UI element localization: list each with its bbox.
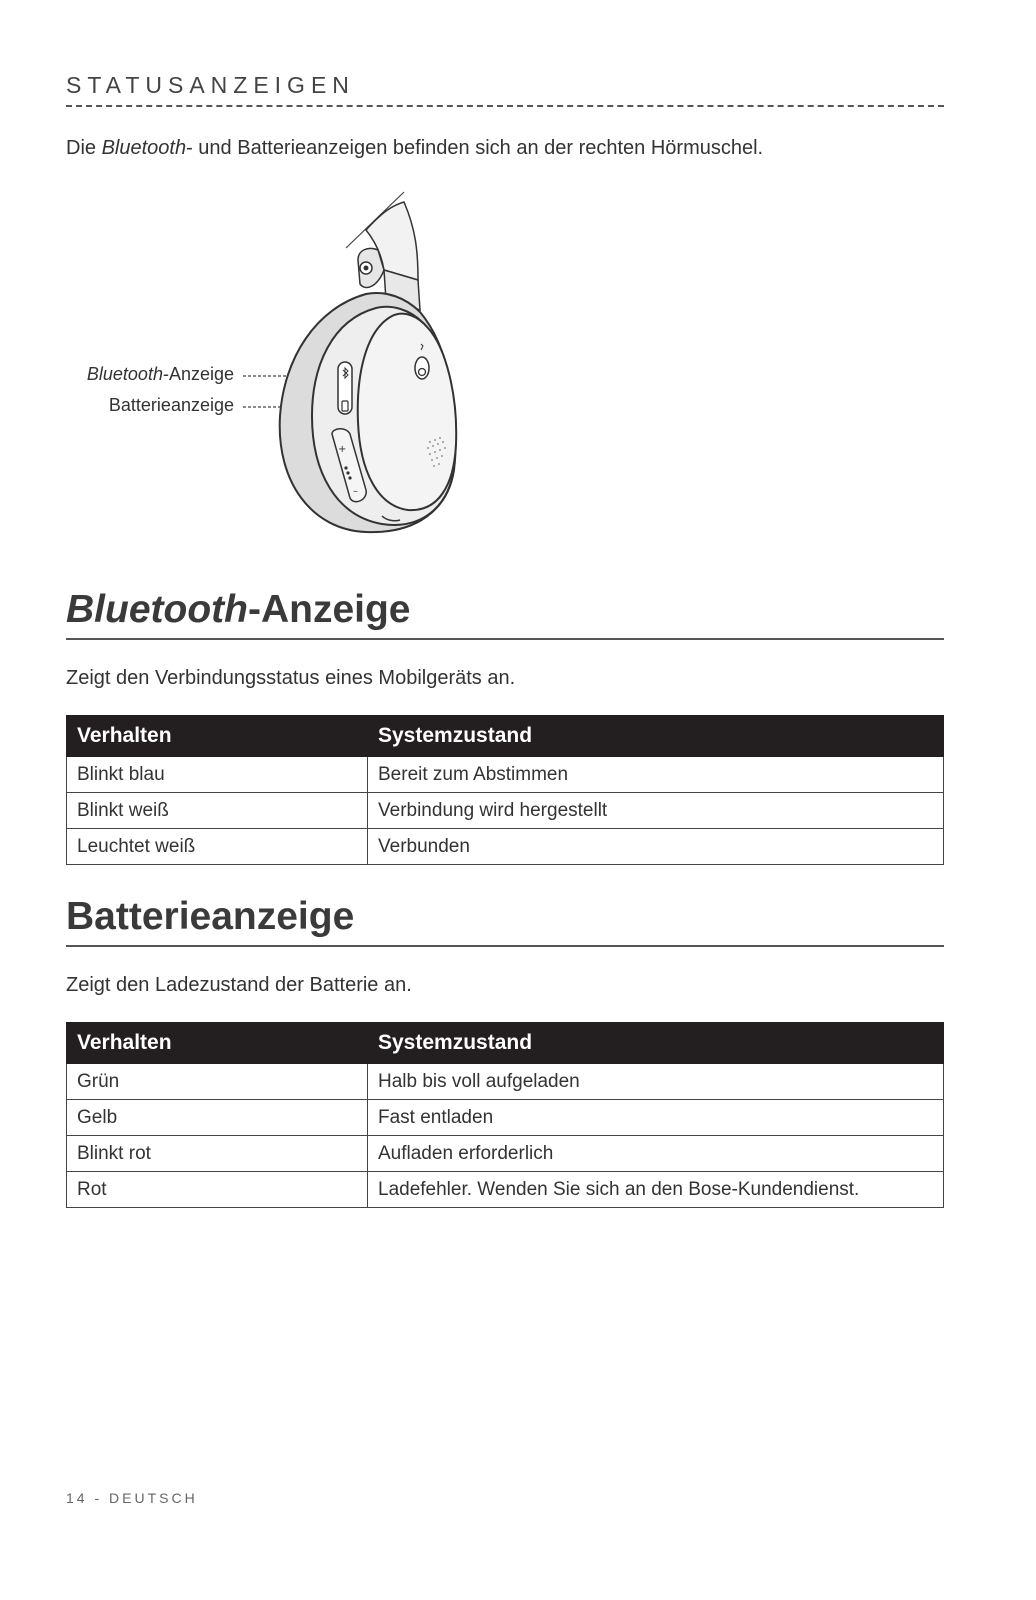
svg-text:+: +: [338, 444, 347, 455]
callout-bluetooth-italic: Bluetooth: [86, 364, 163, 384]
section-title: STATUSANZEIGEN: [66, 72, 355, 98]
table-cell: Bereit zum Abstimmen: [368, 757, 944, 793]
callout-bluetooth-rest: -Anzeige: [162, 364, 234, 384]
column-header: Systemzustand: [368, 1023, 944, 1064]
table-header-row: [67, 1023, 944, 1064]
battery-heading: Batterieanzeige: [66, 895, 355, 938]
battery-heading-rule: [66, 945, 944, 947]
table-row: [67, 1064, 944, 1100]
column-header: Verhalten: [67, 716, 368, 757]
dashed-divider: [66, 105, 944, 107]
table-row: [67, 1172, 944, 1208]
bluetooth-heading: [66, 588, 410, 632]
bluetooth-heading-italic: Bluetooth: [66, 588, 248, 631]
column-header: Systemzustand: [368, 716, 944, 757]
table-cell: Blinkt blau: [67, 757, 368, 793]
intro-italic: Bluetooth: [101, 137, 187, 159]
column-header: Verhalten: [67, 1023, 368, 1064]
table-row: [67, 793, 944, 829]
table-header-row: [67, 716, 944, 757]
table-cell: Aufladen erforderlich: [368, 1136, 944, 1172]
table-cell: Ladefehler. Wenden Sie sich an den Bose-Kundendienst.: [368, 1172, 944, 1208]
page-footer: 14 - DEUTSCH: [66, 1490, 198, 1506]
bluetooth-heading-rest: -Anzeige: [247, 588, 411, 631]
intro-rest: - und Batterieanzeigen befinden sich an der rechten Hörmuschel.: [186, 137, 764, 159]
table-cell: Verbindung wird hergestellt: [368, 793, 944, 829]
table-cell: Halb bis voll aufgeladen: [368, 1064, 944, 1100]
intro-paragraph: Die Bluetooth- und Batterieanzeigen befinden sich an der rechten Hörmuschel.: [66, 137, 764, 159]
bluetooth-description: Zeigt den Verbindungsstatus eines Mobilgeräts an.: [66, 667, 516, 689]
table-cell: Fast entladen: [368, 1100, 944, 1136]
bluetooth-heading-rule: [66, 638, 944, 640]
table-cell: Blinkt rot: [67, 1136, 368, 1172]
headphone-illustration: [66, 190, 486, 550]
battery-status-table: [66, 1022, 944, 1208]
table-row: [67, 1136, 944, 1172]
battery-indicator-callout: Batterieanzeige: [108, 395, 234, 415]
table-cell: Gelb: [67, 1100, 368, 1136]
bluetooth-status-table: [66, 715, 944, 865]
table-cell: Blinkt weiß: [67, 793, 368, 829]
svg-text:–: –: [353, 486, 358, 497]
table-cell: Rot: [67, 1172, 368, 1208]
table-row: [67, 1100, 944, 1136]
battery-description: Zeigt den Ladezustand der Batterie an.: [66, 974, 412, 996]
table-cell: Leuchtet weiß: [67, 829, 368, 865]
table-row: [67, 757, 944, 793]
table-row: [67, 829, 944, 865]
table-cell: Verbunden: [368, 829, 944, 865]
bluetooth-indicator-callout: [87, 364, 234, 385]
table-cell: Grün: [67, 1064, 368, 1100]
